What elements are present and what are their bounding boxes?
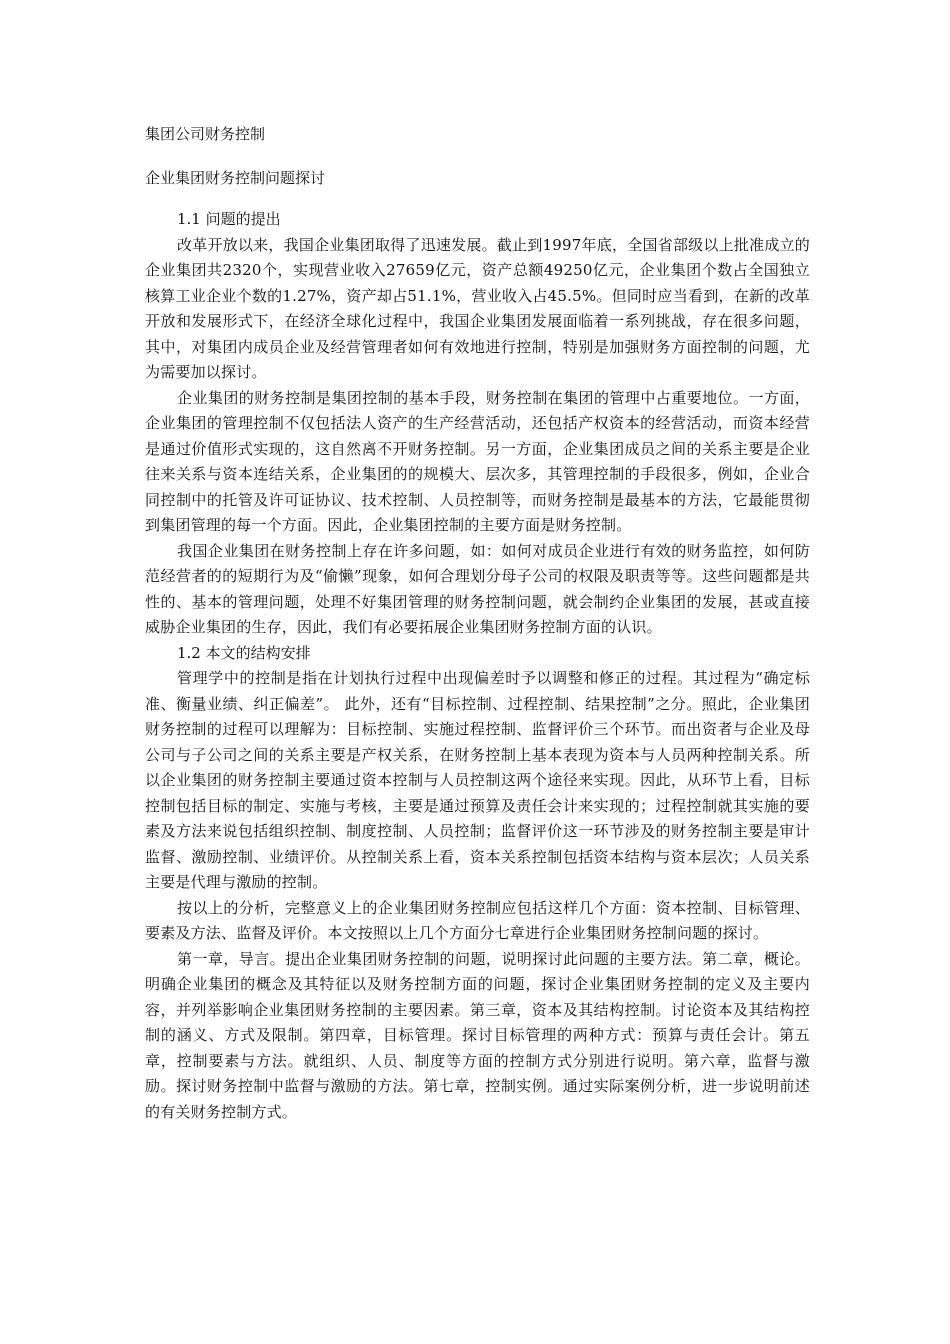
paragraph: 第一章，导言。提出企业集团财务控制的问题，说明探讨此问题的主要方法。第二章，概论。明确企业集团的概念及其特征以及财务控制方面的问题，探讨企业集团财务控制的定义及主要内容，并列举影响企业集团财务控制的主要因素。第三章，资本及其结构控制。讨论资本及其结构控制的涵义、方式及限制。第四章，目标管理。探讨目标管理的两种方式：预算与责任会计。第五章，控制要素与方法。就组织、人员、制度等方面的控制方式分别进行说明。第六章，监督与激励。探讨财务控制中监督与激励的方法。第七章，控制实例。通过实际案例分析，进一步说明前述的有关财务控制方式。 xyxy=(145,949,810,1121)
paragraph: 按以上的分析，完整意义上的企业集团财务控制应包括这样几个方面：资本控制、目标管理、要素及方法、监督及评价。本文按照以上几个方面分七章进行企业集团财务控制问题的探讨。 xyxy=(145,898,810,942)
document-subtitle: 企业集团财务控制问题探讨 xyxy=(145,169,326,187)
paragraph: 管理学中的控制是指在计划执行过程中出现偏差时予以调整和修正的过程。其过程为“确定标准、衡量业绩、纠正偏差”。 此外，还有“目标控制、过程控制、结果控制”之分。照此，企业集团财务控制的过程可以理解为：目标控制、实施过程控制、监督评价三个环节。而出资者与企业及母公司与子公司之间的关系主要是产权关系，在财务控制上基本表现为资本与人员两种控制关系。所以企业集团的财务控制主要通过资本控制与人员控制这两个途径来实现。因此，从环节上看，目标控制包括目标的制定、实施与考核，主要是通过预算及责任会计来实现的；过程控制就其实施的要素及方法来说包括组织控制、制度控制、人员控制；监督评价这一环节涉及的财务控制主要是审计监督、激励控制、业绩评价。从控制关系上看，资本关系控制包括资本结构与资本层次；人员关系主要是代理与激励的控制。 xyxy=(145,669,810,891)
document-page xyxy=(145,121,810,1125)
document-title: 集团公司财务控制 xyxy=(145,125,266,143)
section-heading-1-1: 1.1 问题的提出 xyxy=(177,210,281,228)
paragraph: 改革开放以来，我国企业集团取得了迅速发展。截止到1997年底，全国省部级以上批准成立的企业集团共2320个，实现营业收入27659亿元，资产总额49250亿元，企业集团个数占全国独立核算工业企业个数的1.27%，资产却占51.1%，营业收入占45.5%。但同时应当看到，在新的改革开放和发展形式下，在经济全球化过程中，我国企业集团发展面临着一系列挑战，存在很多问题，其中，对集团内成员企业及经营管理者如何有效地进行控制，特别是加强财务方面控制的问题，尤为需要加以探讨。 xyxy=(145,235,810,381)
paragraph: 我国企业集团在财务控制上存在许多问题，如：如何对成员企业进行有效的财务监控，如何防范经营者的的短期行为及“偷懒”现象，如何合理划分母子公司的权限及职责等等。这些问题都是共性的、基本的管理问题，处理不好集团管理的财务控制问题，就会制约企业集团的发展，甚或直接威胁企业集团的生存，因此，我们有必要拓展企业集团财务控制方面的认识。 xyxy=(145,541,810,636)
paragraph: 企业集团的财务控制是集团控制的基本手段，财务控制在集团的管理中占重要地位。一方面，企业集团的管理控制不仅包括法人资产的生产经营活动，还包括产权资本的经营活动，而资本经营是通过价值形式实现的，这自然离不开财务控制。另一方面，企业集团成员之间的关系主要是企业往来关系与资本连结关系，企业集团的的规模大、层次多，其管理控制的手段很多，例如，企业合同控制中的托管及许可证协议、技术控制、人员控制等，而财务控制是最基本的方法，它最能贯彻到集团管理的每一个方面。因此，企业集团控制的主要方面是财务控制。 xyxy=(145,388,810,534)
section-heading-1-2: 1.2 本文的结构安排 xyxy=(177,643,311,662)
